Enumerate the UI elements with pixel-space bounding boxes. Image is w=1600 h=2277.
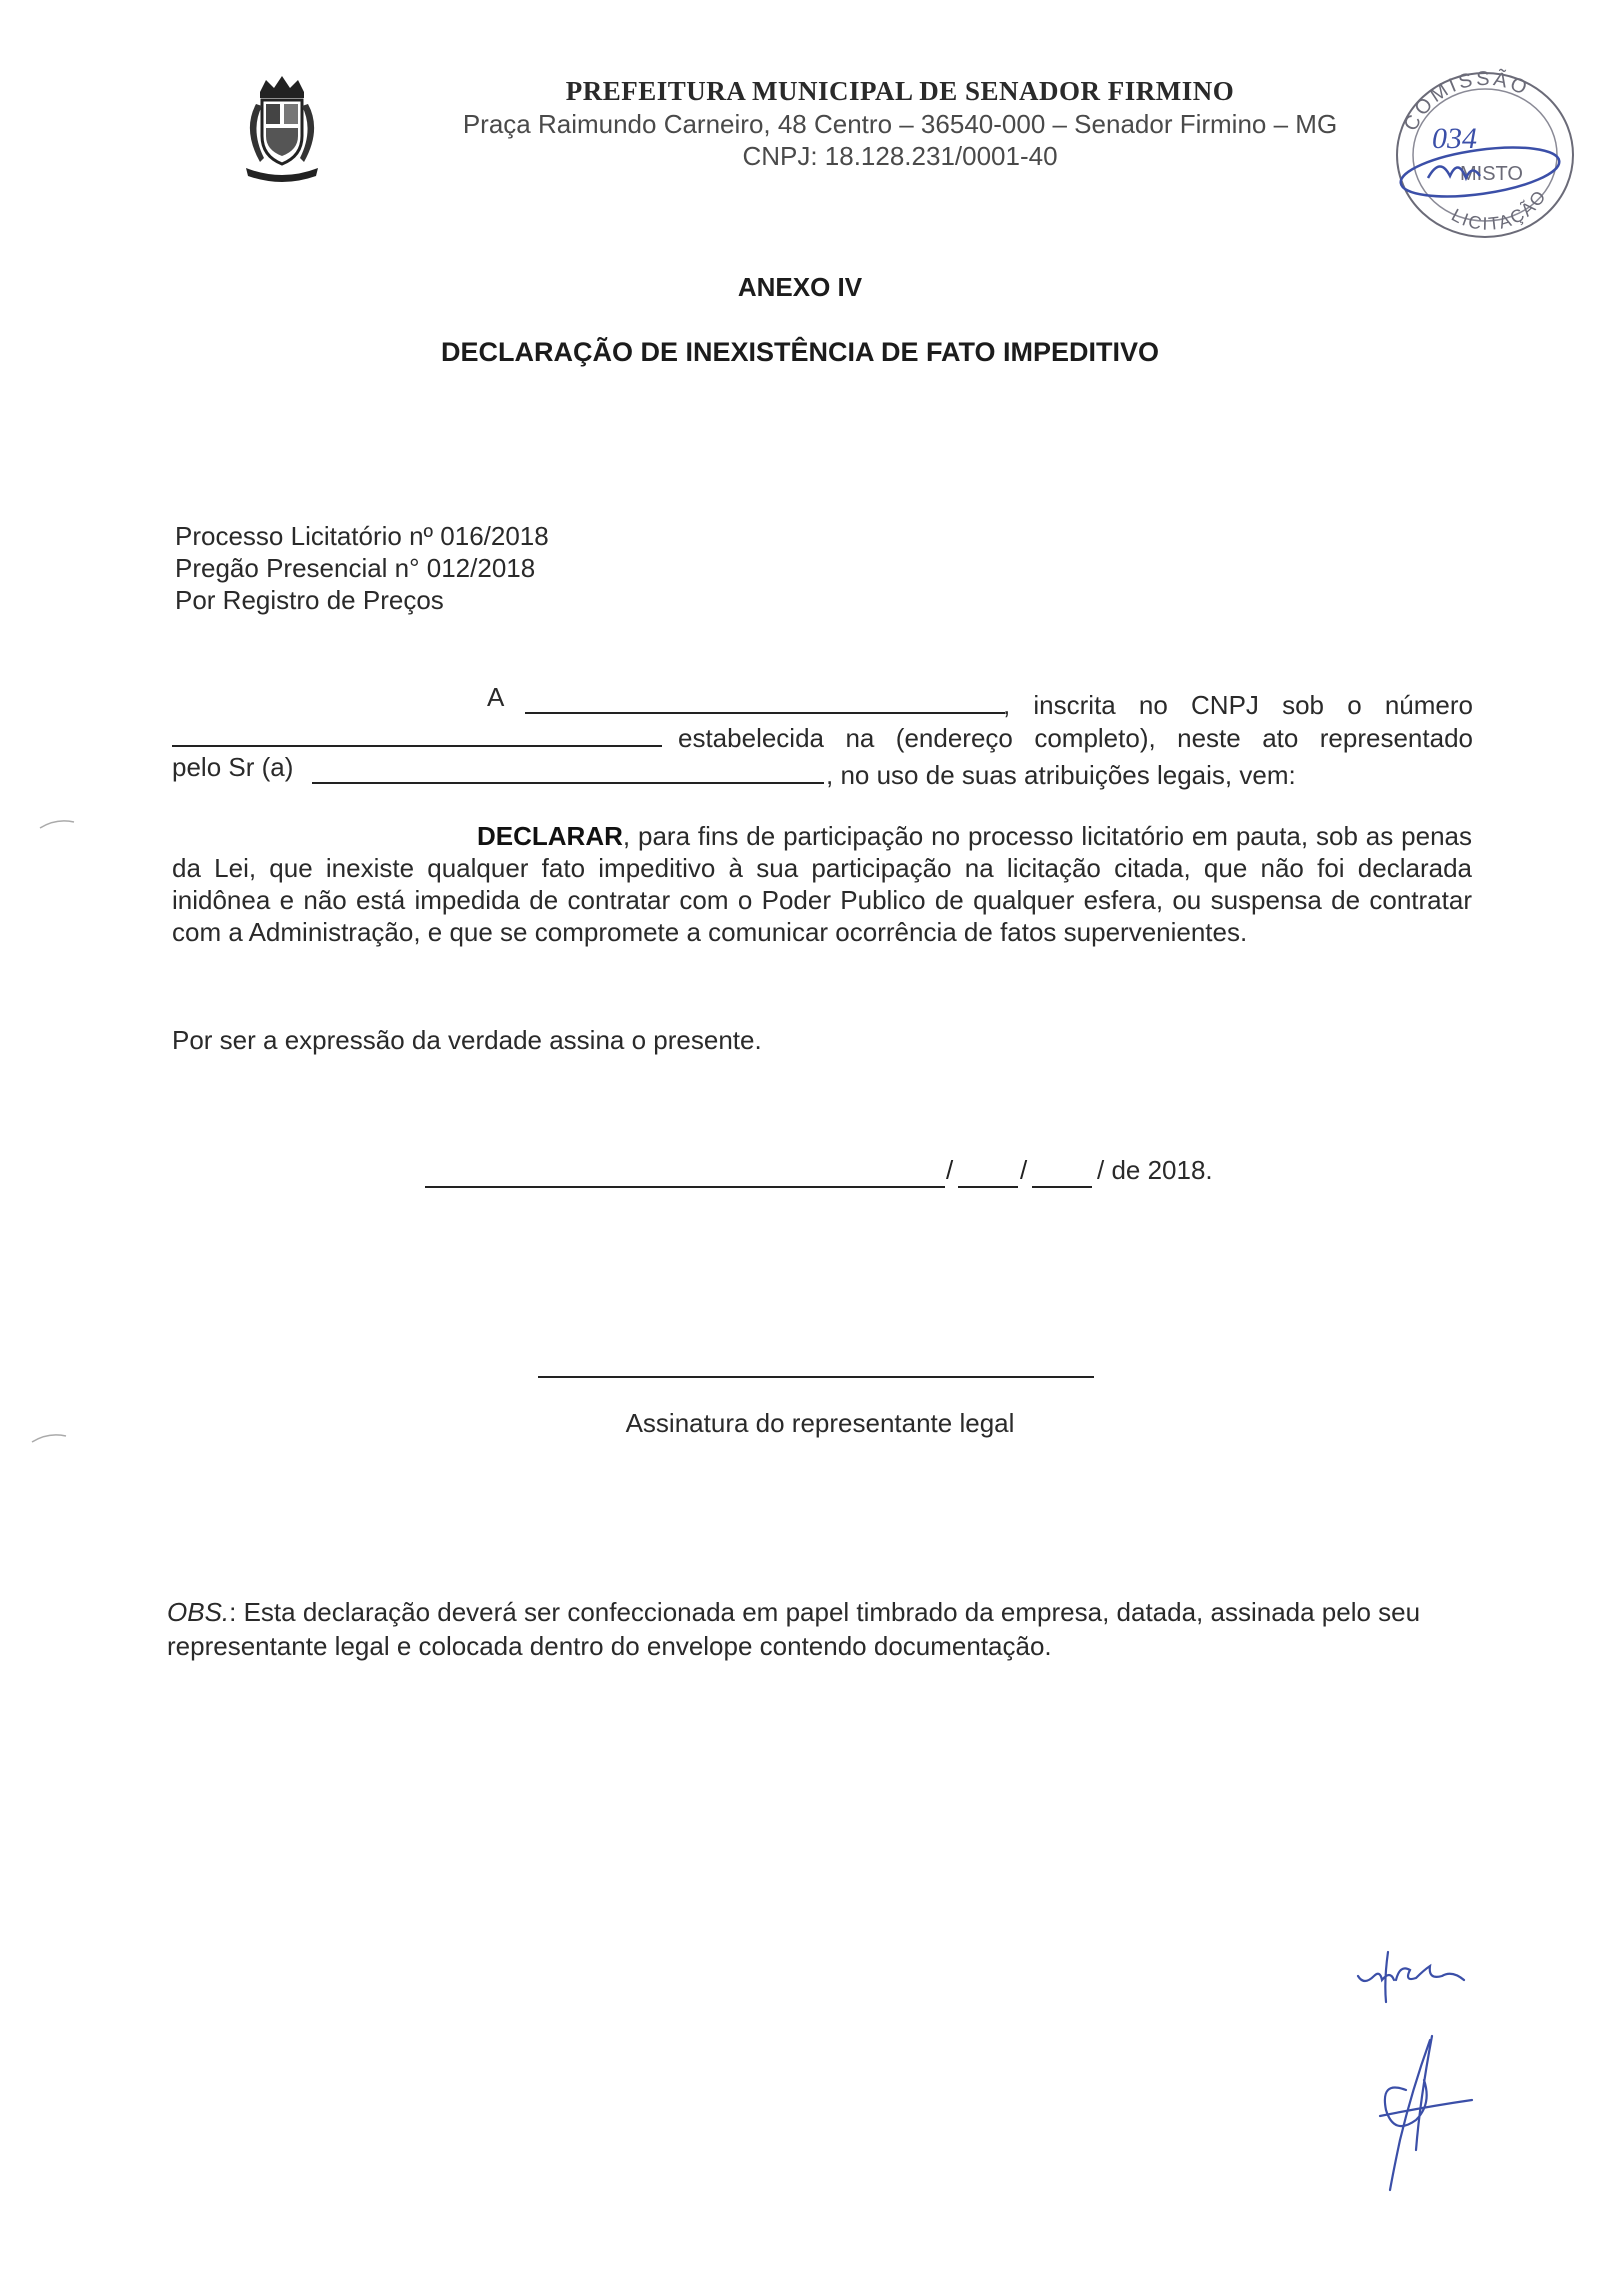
- representative-blank: [312, 782, 824, 784]
- month-blank: [1032, 1186, 1092, 1188]
- scan-mark-icon: [38, 818, 78, 830]
- date-slash: /: [1020, 1155, 1028, 1185]
- stamp-number: 034: [1432, 122, 1477, 155]
- address-text: estabelecida na (endereço completo), neste ato representado: [678, 723, 1473, 753]
- representative-suffix: , no uso de suas atribuições legais, vem:: [826, 760, 1296, 790]
- prefix-a: A: [487, 682, 505, 712]
- day-blank: [958, 1186, 1018, 1188]
- process-info: [175, 520, 549, 616]
- annex-title: ANEXO IV: [737, 272, 863, 302]
- letterhead: [400, 74, 1400, 172]
- stamp-bottom-text: LICITAÇÃO: [1448, 185, 1551, 234]
- declare-keyword: DECLARAR: [477, 821, 623, 851]
- place-blank: [425, 1186, 945, 1188]
- org-cnpj: CNPJ: 18.128.231/0001-40: [742, 141, 1058, 171]
- org-name: PREFEITURA MUNICIPAL DE SENADOR FIRMINO: [565, 76, 1235, 106]
- signature-line: [538, 1376, 1094, 1378]
- signature-label: Assinatura do representante legal: [625, 1408, 1015, 1438]
- declaration-paragraph: [172, 820, 1472, 948]
- auction-number: Pregão Presencial n° 012/2018: [175, 553, 536, 583]
- svg-text:LICITAÇÃO: [1448, 186, 1550, 234]
- handwritten-initials: [1320, 1940, 1520, 2200]
- date-slash: /: [946, 1155, 954, 1185]
- observation-note: [167, 1595, 1472, 1663]
- scan-mark-icon: [30, 1432, 70, 1444]
- declaration-text: , para fins de participação no processo licitatório em pauta, sob as penas da Lei, que inexiste qualquer fato impeditivo à sua participação na licitação citada, que não foi declarada inidônea e não está impedida de contratar com o Poder Publico de qualquer esfera, ou suspensa de contratar com a Administração, e que se compromete a comunicar ocorrência de fatos supervenientes.: [172, 821, 1472, 947]
- cnpj-text: , inscrita no CNPJ sob o número: [1003, 690, 1473, 720]
- registry-type: Por Registro de Preços: [175, 585, 444, 615]
- municipal-crest-icon: [232, 70, 332, 188]
- company-name-blank: [525, 712, 1005, 714]
- stamp-middle-text: MISTO: [1460, 163, 1523, 185]
- declaration-title: DECLARAÇÃO DE INEXISTÊNCIA DE FATO IMPEDITIVO: [440, 337, 1160, 367]
- cnpj-blank: [172, 745, 662, 747]
- representative-prefix: pelo Sr (a): [172, 752, 294, 782]
- date-year: / de 2018.: [1097, 1155, 1213, 1185]
- obs-text: : Esta declaração deverá ser confeccionada em papel timbrado da empresa, datada, assinada pelo seu representante legal e colocada dentro do envelope contendo documentação.: [167, 1597, 1421, 1661]
- org-address: Praça Raimundo Carneiro, 48 Centro – 36540-000 – Senador Firmino – MG: [462, 109, 1338, 139]
- truth-statement: Por ser a expressão da verdade assina o presente.: [172, 1025, 762, 1055]
- obs-label: OBS.: [167, 1597, 230, 1627]
- commission-stamp: [1380, 60, 1590, 240]
- stamp-top-text: COMISSÃO: [1399, 67, 1533, 135]
- process-number: Processo Licitatório nº 016/2018: [175, 521, 549, 551]
